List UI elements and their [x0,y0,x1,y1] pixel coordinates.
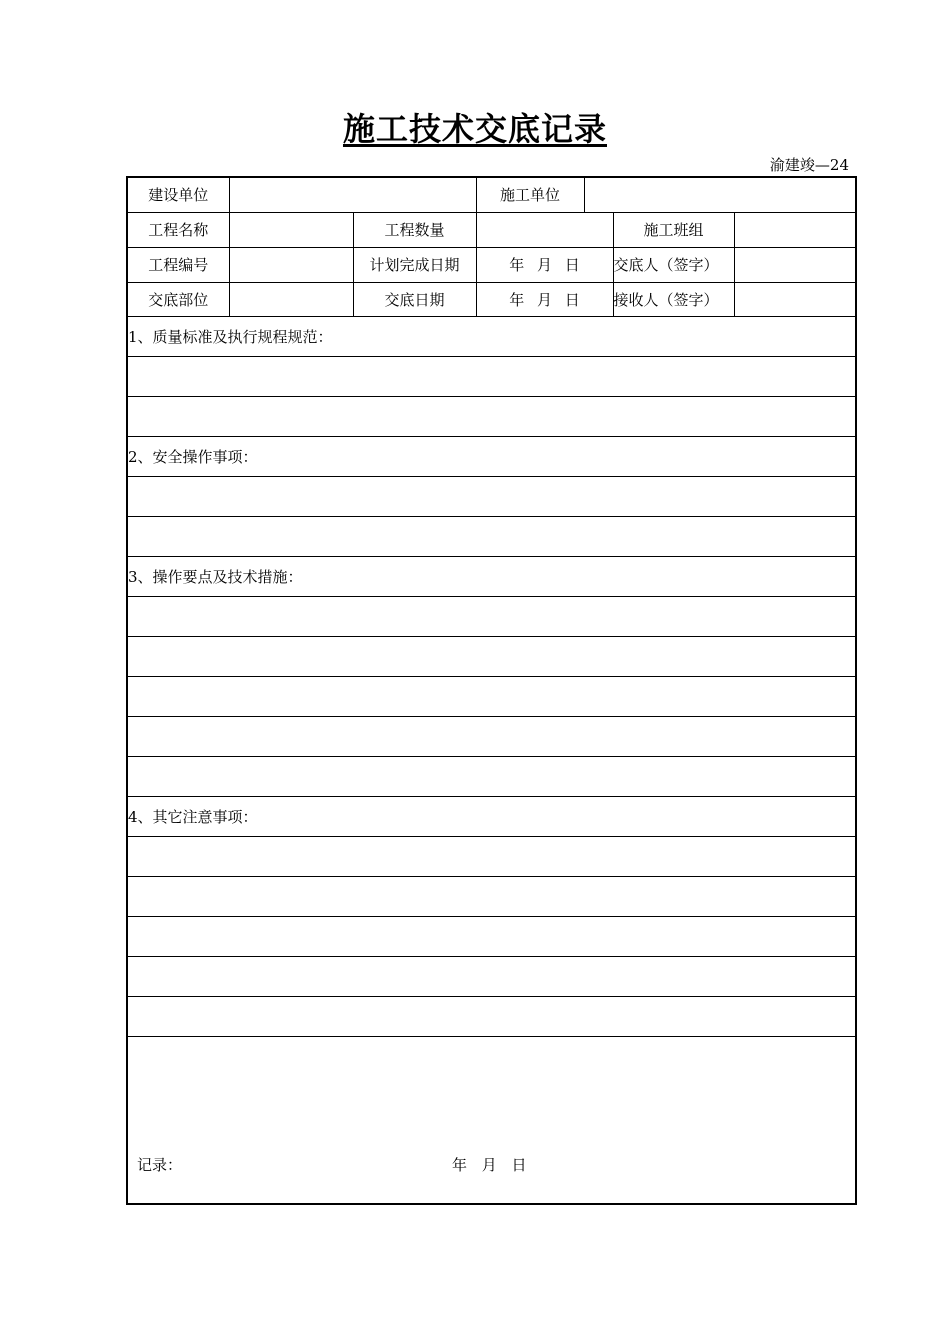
blank-line[interactable] [127,756,856,796]
location-label: 交底部位 [127,282,229,316]
planned-date-label: 计划完成日期 [353,247,476,282]
team-field[interactable] [734,212,856,247]
header-row-4 [127,282,856,316]
disclosure-date-field[interactable]: 年 月 日 [476,282,613,316]
project-no-field[interactable] [229,247,353,282]
project-no-label: 工程编号 [127,247,229,282]
section-heading-operation: 3、操作要点及技术措施： [127,556,856,596]
blank-line[interactable] [127,516,856,556]
document-title: 施工技术交底记录 [342,110,607,148]
blank-line[interactable] [127,836,856,876]
record-label: 记录： [137,1155,183,1174]
section-heading-quality: 1、质量标准及执行规程规范： [127,316,856,356]
construction-unit-field[interactable] [229,177,476,212]
team-label: 施工班组 [613,212,734,247]
blank-line[interactable] [127,636,856,676]
blank-line[interactable] [127,916,856,956]
blank-line[interactable] [127,596,856,636]
discloser-label: 交底人（签字） [613,247,734,282]
construction-unit-label: 建设单位 [127,177,229,212]
blank-line[interactable] [127,716,856,756]
blank-line[interactable] [127,956,856,996]
record-cell[interactable] [127,1036,856,1204]
location-field[interactable] [229,282,353,316]
header-row-3 [127,247,856,282]
project-name-field[interactable] [229,212,353,247]
blank-line[interactable] [127,476,856,516]
form-code: 渝建竣—24 [769,156,849,174]
project-name-label: 工程名称 [127,212,229,247]
blank-line[interactable] [127,396,856,436]
builder-unit-label: 施工单位 [476,177,584,212]
planned-date-field[interactable]: 年 月 日 [476,247,613,282]
builder-unit-field[interactable] [584,177,856,212]
disclosure-form-table [126,176,857,1205]
blank-line[interactable] [127,996,856,1036]
discloser-signature-field[interactable] [734,247,856,282]
quantity-label: 工程数量 [353,212,476,247]
header-row-1 [127,177,856,212]
blank-line[interactable] [127,876,856,916]
quantity-field[interactable] [476,212,613,247]
header-row-2 [127,212,856,247]
receiver-signature-field[interactable] [734,282,856,316]
section-heading-safety: 2、安全操作事项： [127,436,856,476]
section-heading-other: 4、其它注意事项： [127,796,856,836]
blank-line[interactable] [127,676,856,716]
record-date: 年 月 日 [452,1155,527,1174]
disclosure-date-label: 交底日期 [353,282,476,316]
blank-line[interactable] [127,356,856,396]
receiver-label: 接收人（签字） [613,282,734,316]
